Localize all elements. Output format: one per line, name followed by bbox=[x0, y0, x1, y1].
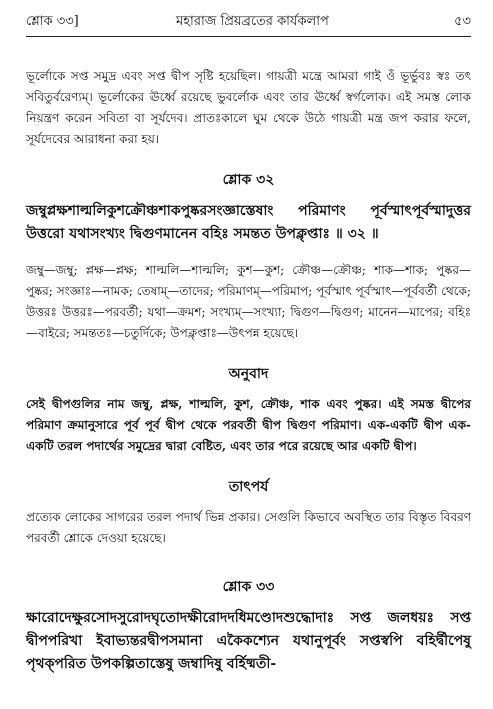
page-body bbox=[26, 66, 471, 676]
translation-paragraph: সেই দ্বীপগুলির নাম জম্বু, প্লক্ষ, শাল্মলি, কুশ, ক্রৌঞ্চ, শাক এবং পুষ্কর। এই সমস্ত দ্বীপের পরিমাণ ক্রমানুসারে পূর্ব পূর্ব দ্বীপ থেকে পরবর্তী দ্বীপ দ্বিগুণ পরিমাণ। এক-একটি দ্বীপ এক-একটি তরল পদার্থের সমুদ্রের দ্বারা বেষ্টিত, এবং তার পরে রয়েছে আর একটি দ্বীপ। bbox=[26, 397, 471, 453]
header-verse-ref: শ্লোক ৩৩] bbox=[26, 14, 79, 29]
running-header bbox=[26, 6, 471, 34]
header-page-number: ৫৩ bbox=[454, 14, 471, 29]
verse-32-sanskrit: জম্বুপ্লক্ষশাল্মলিকুশক্রৌঞ্চশাকপুষ্করসংজ্ঞাস্তেষাং পরিমাণং পূর্বস্মাৎপূর্বস্মাদুত্তর উত্তরো যথাসংখ্যং দ্বিগুণমানেন বহিঃ সমন্তত উপক্লৃপ্তাঃ ॥ ৩২ ॥ bbox=[26, 203, 471, 242]
verse-32-synonyms: জম্বু—জম্বু; প্লক্ষ—প্লক্ষ; শাল্মলি—শাল্মলি; কুশ—কুশ; ক্রৌঞ্চ—ক্রৌঞ্চ; শাক—শাক; পুষ্কর—পুষ্কর; সংজ্ঞাঃ—নামক; তেষাম্—তাদের; পরিমাণম্—পরিমাপ; পূর্বস্মাৎ পূর্বস্মাৎ—পূর্ববর্তী থেকে; উত্তরঃ উত্তরঃ—পরবর্তী; যথা—ক্রমশ; সংখ্যম্—সংখ্যা; দ্বিগুণ—দ্বিগুণ; মানেন—মাপের; বহিঃ—বাইরে; সমন্ততঃ—চতুর্দিকে; উপক্লৃপ্তাঃ—উৎপন্ন হয়েছে। bbox=[26, 263, 471, 340]
verse-33-title: শ্লোক ৩৩ bbox=[222, 579, 275, 595]
header-chapter-title: মহারাজ প্রিয়ব্রতের কার্যকলাপ bbox=[176, 14, 329, 29]
verse-33-sanskrit: ক্ষারোদেক্ষুরসোদসুরোদঘৃতোদক্ষীরোদদধিমণ্ডোদশুদ্ধোদাঃ সপ্ত জলধয়ঃ সপ্ত দ্বীপপরিখা ইবাভ্যন্তরদ্বীপসমানা একৈকশ্যেন যথানুপূর্বং সপ্তস্বপি বহির্দ্বীপেষু পৃথক্পরিত উপকল্পিতাস্তেষু জম্বাদিষু বর্হিষ্মতী- bbox=[26, 610, 471, 672]
header-rule bbox=[26, 36, 471, 37]
intro-paragraph: ভূর্লোকে সপ্ত সমুদ্র এবং সপ্ত দ্বীপ সৃষ্টি হয়েছিল। গায়ত্রী মন্ত্রে আমরা গাই ওঁ ভূর্ভুবঃ স্বঃ তৎ সবিতুর্বরেণ্যম্। ভূর্লোকের ঊর্ধ্বে রয়েছে ভুবর্লোক এবং তার ঊর্ধ্বে স্বর্গলোক। এই সমস্ত লোক নিয়ন্ত্রণ করেন সবিতা বা সূর্যদেব। প্রাতঃকালে ঘুম থেকে উঠে গায়ত্রী মন্ত্র জপ করার ফলে, সূর্যদেবের আরাধনা করা হয়। bbox=[26, 69, 471, 146]
verse-32-title: শ্লোক ৩২ bbox=[222, 172, 275, 188]
purport-paragraph: প্রত্যেক লোকের সাগরের তরল পদার্থ ভিন্ন প্রকার। সেগুলি কিভাবে অবস্থিত তার বিস্তৃত বিবরণ পরবর্তী শ্লোকে দেওয়া হয়েছে। bbox=[26, 510, 471, 545]
purport-heading: তাৎপর্য bbox=[228, 479, 269, 495]
translation-heading: অনুবাদ bbox=[228, 366, 269, 382]
